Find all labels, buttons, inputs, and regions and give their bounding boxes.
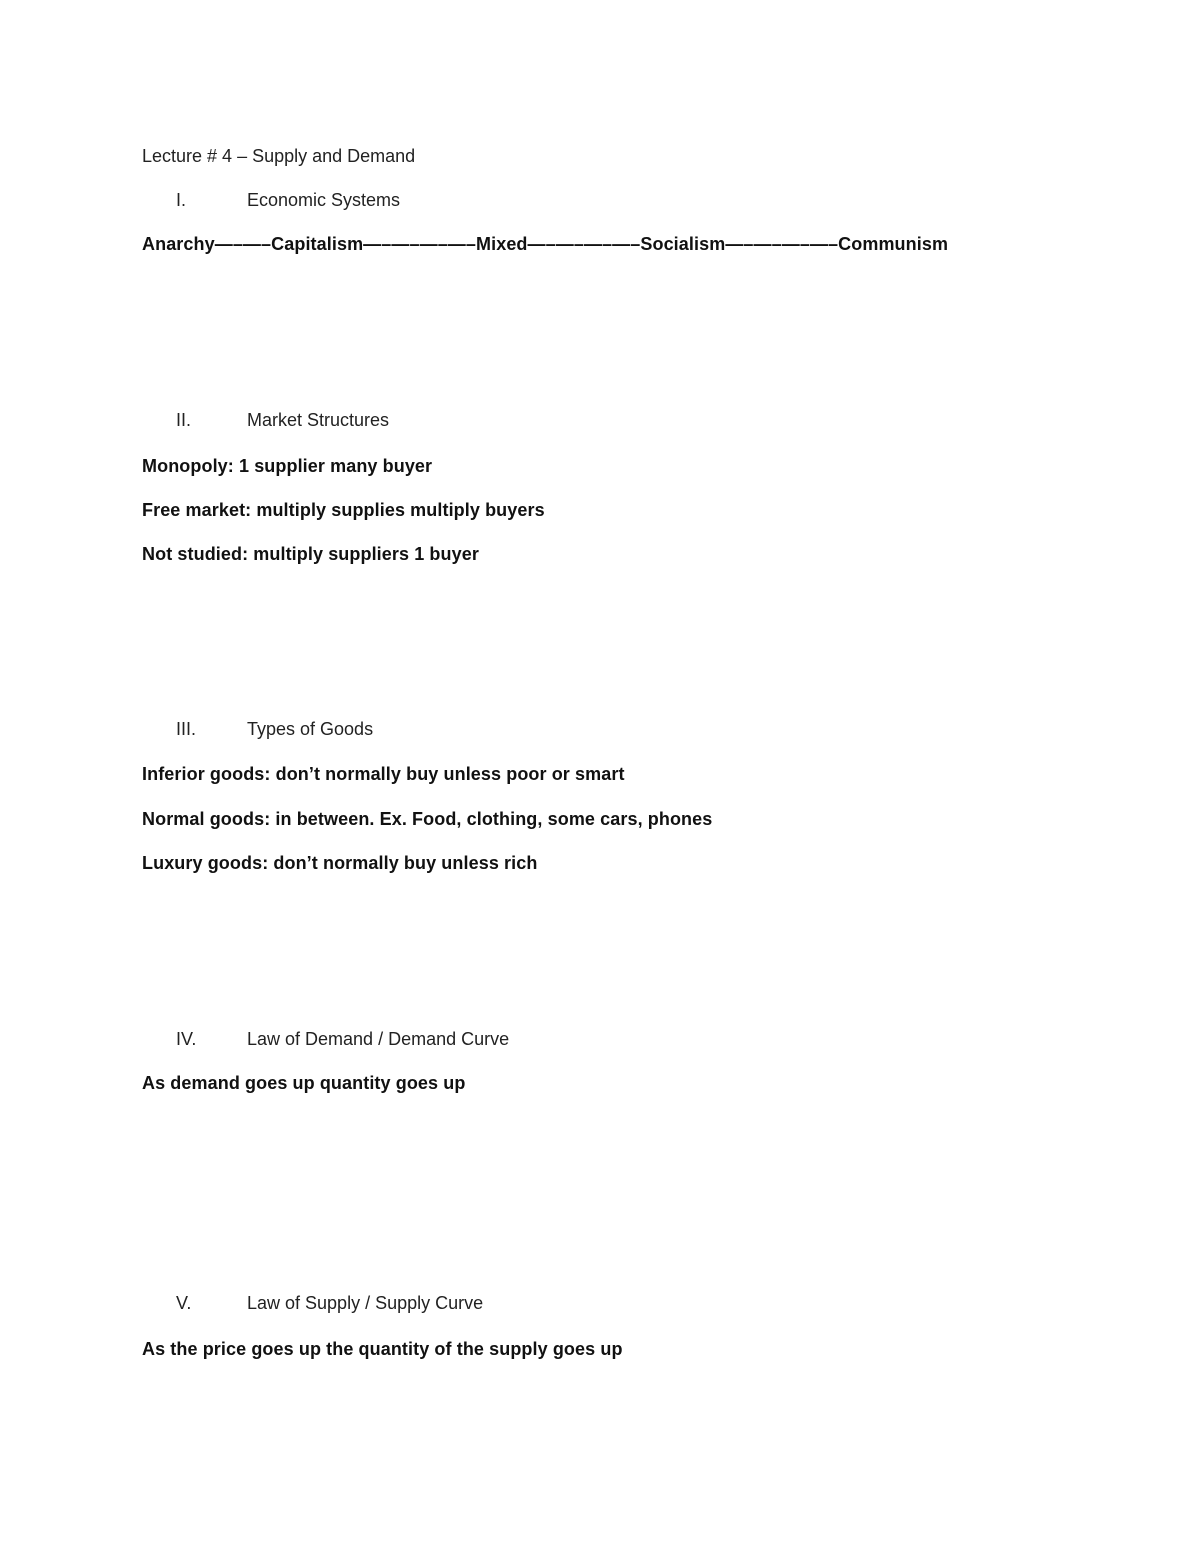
section-title: Economic Systems xyxy=(247,190,401,210)
note-line-luxury-goods: Luxury goods: don’t normally buy unless rich xyxy=(142,853,538,873)
section-heading-economic-systems xyxy=(176,188,400,212)
note-line-demand: As demand goes up quantity goes up xyxy=(142,1073,466,1093)
section-title: Market Structures xyxy=(247,410,390,430)
section-heading-market-structures xyxy=(176,408,389,432)
section-heading-types-of-goods xyxy=(176,717,373,741)
section-number: IV. xyxy=(176,1029,197,1049)
document-title: Lecture # 4 – Supply and Demand xyxy=(142,146,416,166)
section-number: V. xyxy=(176,1293,192,1313)
note-line-monopoly: Monopoly: 1 supplier many buyer xyxy=(142,456,433,476)
note-line-supply: As the price goes up the quantity of the supply goes up xyxy=(142,1339,623,1359)
section-heading-law-of-demand xyxy=(176,1027,509,1051)
section-heading-law-of-supply xyxy=(176,1291,483,1315)
note-line-not-studied: Not studied: multiply suppliers 1 buyer xyxy=(142,544,479,564)
section-number: I. xyxy=(176,190,187,210)
section-number: III. xyxy=(176,719,197,739)
section-title: Types of Goods xyxy=(247,719,374,739)
section-number: II. xyxy=(176,410,192,430)
note-line-normal-goods: Normal goods: in between. Ex. Food, clothing, some cars, phones xyxy=(142,809,713,829)
economic-systems-spectrum: Anarchy—–—–Capitalism—–—–—–—–Mixed—–—–—–—–Socialism—–—–—–—–Communism xyxy=(142,234,949,254)
note-line-free-market: Free market: multiply supplies multiply buyers xyxy=(142,500,545,520)
section-title: Law of Demand / Demand Curve xyxy=(247,1029,510,1049)
note-line-inferior-goods: Inferior goods: don’t normally buy unless poor or smart xyxy=(142,764,625,784)
section-title: Law of Supply / Supply Curve xyxy=(247,1293,484,1313)
